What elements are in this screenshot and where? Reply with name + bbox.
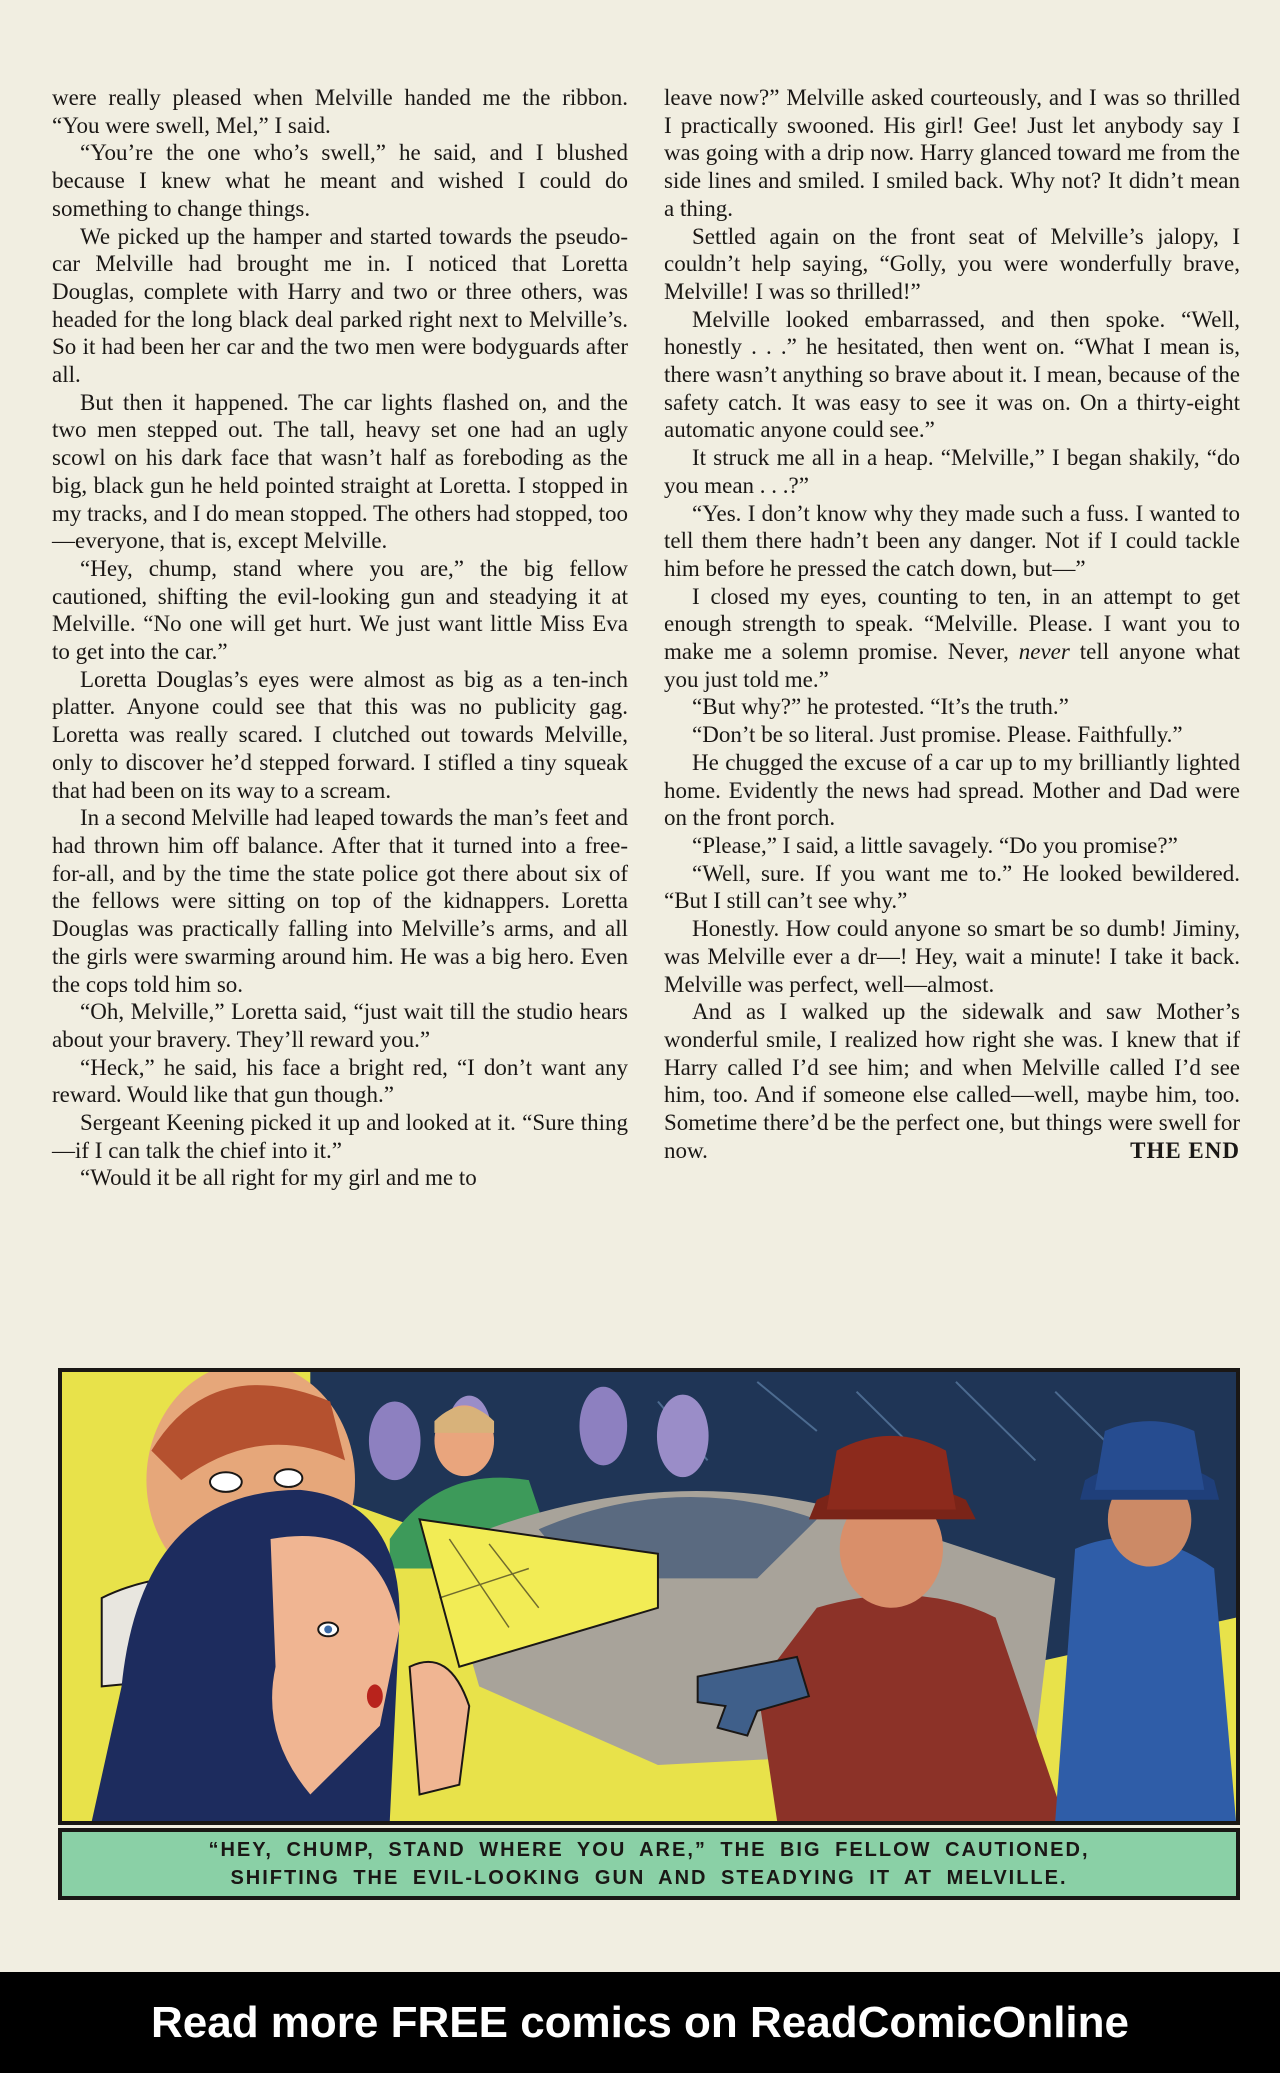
- paragraph: [664, 583, 1240, 694]
- illustration-art: [62, 1372, 1236, 1821]
- caption-line: SHIFTING THE EVIL-LOOKING GUN AND STEADYING IT AT MELVILLE.: [230, 1867, 1068, 1889]
- paragraph: “Don’t be so literal. Just promise. Please. Faithfully.”: [692, 722, 1183, 748]
- paragraph: were really pleased when Melville handed me the ribbon. “You were swell, Mel,” I said.: [52, 85, 628, 138]
- paragraph: “Please,” I said, a little savagely. “Do you promise?”: [692, 832, 1178, 858]
- comic-panel-illustration: [58, 1368, 1240, 1825]
- footer-banner: Read more FREE comics on ReadComicOnline: [0, 1972, 1280, 2073]
- paragraph: “Heck,” he said, his face a bright red, “I don’t want any reward. Would like that gun though.”: [52, 1054, 628, 1108]
- paragraph: Honestly. How could anyone so smart be so dumb! Jiminy, was Melville ever a dr—! Hey, wait a minute! I take it back. Melville was perfect, well—almost.: [664, 916, 1240, 997]
- emphasis-text: never: [1018, 639, 1070, 665]
- paragraph: He chugged the excuse of a car up to my brilliantly lighted home. Evidently the news had spread. Mother and Dad were on the front porch.: [664, 749, 1240, 831]
- the-end-label: THE END: [1130, 1137, 1240, 1163]
- paragraph: “Well, sure. If you want me to.” He looked bewildered. “But I still can’t see why.”: [664, 860, 1240, 914]
- paragraph: We picked up the hamper and started towards the pseudo-car Melville had brought me in. I noticed that Loretta Douglas, complete with Harry and two or three others, was headed for the long black deal parked right next to Melville’s. So it had been her car and the two men were bodyguards after all.: [52, 223, 628, 388]
- paragraph: And as I walked up the sidewalk and saw Mother’s wonderful smile, I realized how right she was. I knew that if Harry called I’d see him; and when Melville called I’d see him, too. And if someone else called—well, maybe him, too. Sometime there’d be the perfect one, but things were swell for now.: [664, 999, 1240, 1163]
- text-run: tell anyone what you just told me.”: [664, 639, 1240, 692]
- text-column-left: [52, 84, 628, 1192]
- paragraph: “But why?” he protested. “It’s the truth.”: [692, 694, 1069, 720]
- paragraph: Melville looked embarrassed, and then spoke. “Well, honestly . . .” he hesitated, then went on. “What I mean is, there wasn’t anything so brave about it. I mean, because of the safety catch. It was easy to see it was on. On a thirty-eight automatic anyone could see.”: [664, 306, 1240, 443]
- paragraph: But then it happened. The car lights flashed on, and the two men stepped out. The tall, heavy set one had an ugly scowl on his dark face that wasn’t half as foreboding as the big, black gun he held pointed straight at Loretta. I stopped in my tracks, and I do mean stopped. The others had stopped, too—everyone, that is, except Melville.: [52, 389, 628, 554]
- paragraph: Settled again on the front seat of Melville’s jalopy, I couldn’t help saying, “Golly, you were wonderfully brave, Melville! I was so thrilled!”: [664, 223, 1240, 304]
- paragraph: leave now?” Melville asked courteously, and I was so thrilled I practically swooned. His girl! Gee! Just let anybody say I was going with a drip now. Harry glanced toward me from the side lines and smiled. I smiled back. Why not? It didn’t mean a thing.: [664, 85, 1240, 221]
- paragraph: In a second Melville had leaped towards the man’s feet and had thrown him off balance. After that it turned into a free-for-all, and by the time the state police got there about six of the fellows were sitting on top of the kidnappers. Loretta Douglas was practically falling into Melville’s arms, and all the girls were swarming around him. He was a big hero. Even the cops told him so.: [52, 805, 628, 997]
- paragraph: It struck me all in a heap. “Melville,” I began shakily, “do you mean . . .?”: [664, 445, 1240, 498]
- caption-line: “HEY, CHUMP, STAND WHERE YOU ARE,” THE BIG FELLOW CAUTIONED,: [208, 1839, 1090, 1861]
- paragraph: “Oh, Melville,” Loretta said, “just wait till the studio hears about your bravery. They’ll reward you.”: [52, 999, 628, 1052]
- paragraph: “Yes. I don’t know why they made such a fuss. I wanted to tell them there hadn’t been any danger. Not if I could tackle him before he pressed the catch down, but—”: [664, 500, 1240, 581]
- paragraph: “Hey, chump, stand where you are,” the big fellow cautioned, shifting the evil-looking gun and steadying it at Melville. “No one will get hurt. We just want little Miss Eva to get into the car.”: [52, 555, 628, 665]
- paragraph: Loretta Douglas’s eyes were almost as big as a ten-inch platter. Anyone could see that this was no publicity gag. Loretta was really scared. I clutched out towards Melville, only to discover he’d stepped forward. I stifled a tiny squeak that had been on its way to a scream.: [52, 666, 628, 803]
- text-run: I closed my eyes, counting to ten, in an attempt to get enough strength to speak. “Melville. Please. I want you to make me a solemn promise. Never,: [664, 583, 1240, 665]
- panel-caption: [58, 1828, 1240, 1900]
- paragraph: Sergeant Keening picked it up and looked at it. “Sure thing—if I can talk the chief into it.”: [52, 1110, 628, 1163]
- text-column-right: [664, 84, 1240, 1164]
- paragraph: “Would it be all right for my girl and me to: [80, 1165, 477, 1191]
- paragraph: “You’re the one who’s swell,” he said, and I blushed because I knew what he meant and wished I could do something to change things.: [52, 140, 628, 221]
